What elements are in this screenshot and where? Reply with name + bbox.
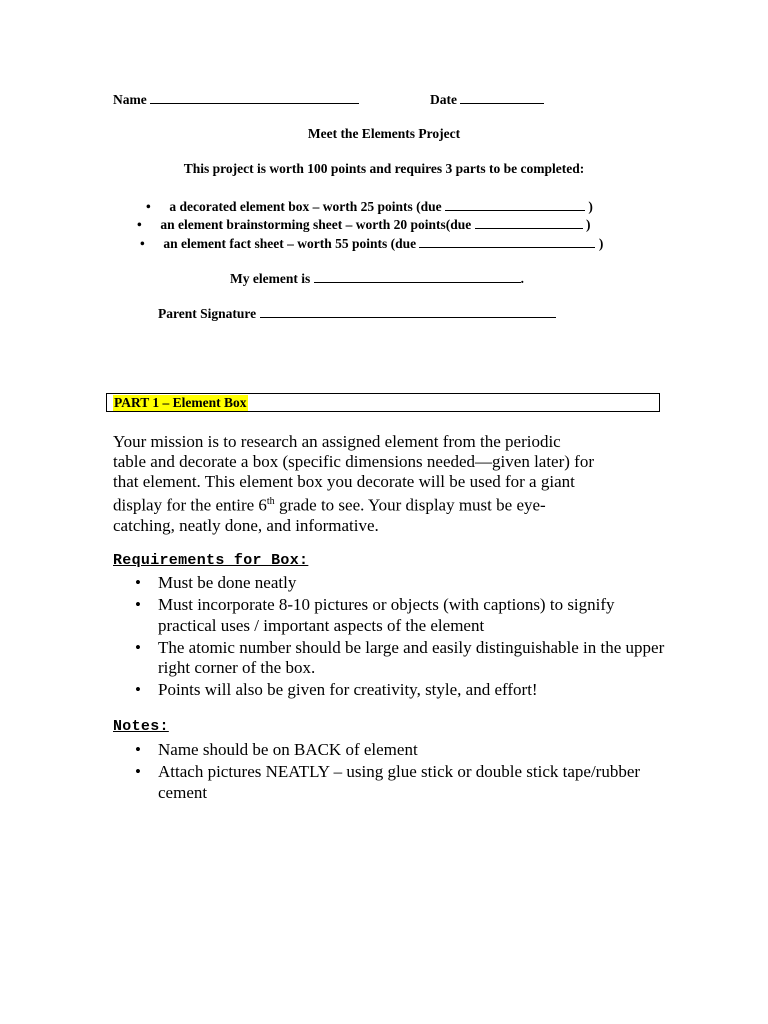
name-line	[113, 91, 359, 108]
due-close: )	[588, 199, 593, 214]
list-item	[113, 762, 673, 803]
mission-line: catching, neatly done, and informative.	[113, 515, 379, 535]
my-element-line	[230, 270, 524, 287]
my-element-end: .	[520, 271, 524, 286]
list-item	[113, 595, 673, 636]
due-close: )	[586, 217, 591, 232]
due-item	[137, 216, 591, 233]
list-item	[113, 573, 673, 594]
list-item-text: Points will also be given for creativity, style, and effort!	[158, 680, 538, 699]
project-title: Meet the Elements Project	[307, 126, 461, 141]
parent-signature-line	[158, 305, 556, 322]
bullet: •	[135, 637, 141, 657]
project-intro: This project is worth 100 points and requires 3 parts to be completed:	[183, 161, 585, 176]
requirements-heading: Requirements for Box:	[113, 552, 309, 569]
bullet: •	[137, 217, 142, 232]
due-item-text: an element brainstorming sheet – worth 20 points(due	[160, 217, 472, 232]
bullet: •	[140, 236, 145, 251]
list-item-text: The atomic number should be large and easily distinguishable in the upper right corner of the box.	[158, 637, 665, 677]
parent-signature-label: Parent Signature	[158, 306, 257, 321]
mission-line: table and decorate a box (specific dimensions needed—given later) for	[113, 452, 594, 471]
list-item-text: Must be done neatly	[158, 573, 297, 592]
date-blank	[460, 91, 544, 104]
mission-line-part: display for the entire 6	[113, 495, 267, 515]
due-item-text: a decorated element box – worth 25 points (due	[169, 199, 442, 214]
my-element-label: My element is	[230, 271, 311, 286]
requirements-list	[113, 573, 673, 702]
parent-signature-blank	[260, 305, 556, 318]
part1-label: PART 1 – Element Box	[114, 395, 247, 410]
mission-line	[113, 492, 673, 516]
date-label: Date	[430, 92, 457, 107]
my-element-blank	[314, 270, 521, 283]
bullet: •	[135, 762, 141, 781]
bullet: •	[135, 595, 141, 614]
due-close: )	[598, 236, 604, 251]
part1-header-box	[106, 393, 660, 412]
due-item	[146, 198, 593, 215]
notes-list	[113, 740, 673, 805]
list-item	[113, 680, 673, 701]
mission-line: that element. This element box you decorate will be used for a giant	[113, 472, 575, 491]
bullet: •	[135, 573, 141, 592]
notes-heading: Notes:	[113, 718, 169, 735]
date-line	[430, 91, 544, 108]
mission-line-part: grade to see. Your display must be eye-	[278, 495, 546, 515]
mission-line: Your mission is to research an assigned element from the periodic	[113, 432, 561, 451]
list-item-text: Name should be on BACK of element	[158, 740, 418, 759]
name-blank	[150, 91, 359, 104]
mission-paragraph	[113, 432, 673, 536]
bullet: •	[146, 199, 151, 214]
list-item-text: Must incorporate 8-10 pictures or objects (with captions) to signify practical uses / important aspects of the element	[158, 595, 615, 635]
due-item	[140, 235, 603, 252]
list-item	[113, 740, 673, 761]
ordinal-superscript: th	[266, 496, 275, 507]
name-label: Name	[113, 92, 147, 107]
due-blank	[445, 198, 585, 211]
bullet: •	[135, 680, 141, 699]
due-blank	[475, 216, 583, 229]
list-item	[113, 638, 673, 679]
list-item-text: Attach pictures NEATLY – using glue stick or double stick tape/rubber cement	[158, 762, 641, 802]
due-item-text: an element fact sheet – worth 55 points (due	[163, 236, 417, 251]
due-blank	[419, 235, 595, 248]
bullet: •	[135, 740, 141, 759]
